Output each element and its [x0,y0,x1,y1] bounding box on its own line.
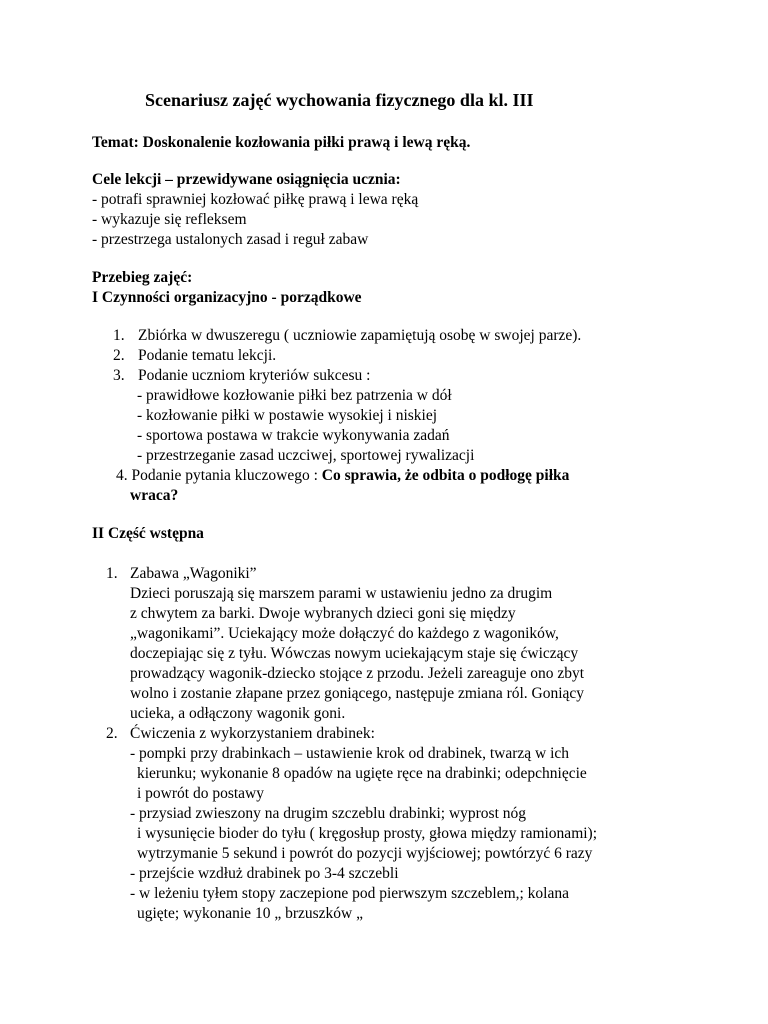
key-question-item [116,466,569,486]
game-line: prowadzący wagonik-dziecko stojące z przodu. Jeżeli zareaguje ono zbyt [130,665,585,682]
key-question-continuation: wraca? [130,487,179,504]
game-line: doczepiając się z tyłu. Wówczas nowym uciekającym staje się ćwiczący [130,645,579,662]
list-item: Zbiórka w dwuszeregu ( uczniowie zapamiętują osobę w swojej parze). [138,327,582,344]
goal-item: - potrafi sprawniej kozłować piłkę prawą i lewa ręką [92,191,419,208]
list-number: 2. [113,347,125,364]
game-line: z chwytem za barki. Dwoje wybranych dzieci goni się między [130,605,516,622]
ladder-line: - przysiad zwieszony na drugim szczeblu drabinki; wyprost nóg [130,805,527,822]
criterion-item: - prawidłowe kozłowanie piłki bez patrzenia w dół [137,387,452,404]
document-title: Scenariusz zajęć wychowania fizycznego dla kl. III [145,90,534,110]
lesson-topic: Temat: Doskonalenie kozłowania piłki prawą i lewą ręką. [92,134,471,151]
ladder-line: - w leżeniu tyłem stopy zaczepione pod pierwszym szczeblem,; kolana [130,885,570,902]
part2-heading: II Część wstępna [92,525,204,542]
list-number: 3. [113,367,125,384]
ladder-line: wytrzymanie 5 sekund i powrót do pozycji wyjściowej; powtórzyć 6 razy [137,845,593,862]
ladder-line: - przejście wzdłuż drabinek po 3-4 szczebli [130,865,399,882]
criterion-item: - sportowa postawa w trakcie wykonywania zadań [137,427,450,444]
criterion-item: - kozłowanie piłki w postawie wysokiej i niskiej [137,407,438,424]
key-question: Co sprawia, że odbita o podłogę piłka [321,467,570,484]
ladder-line: i powrót do postawy [137,785,265,802]
key-question-prefix: 4. Podanie pytania kluczowego : [116,467,322,484]
game-title: Zabawa „Wagoniki” [130,565,257,582]
goal-item: - wykazuje się refleksem [92,211,247,228]
ladder-line: kierunku; wykonanie 8 opadów na ugięte ręce na drabinki; odepchnięcie [137,765,587,782]
ladder-title: Ćwiczenia z wykorzystaniem drabinek: [130,725,375,742]
game-line: „wagonikami”. Uciekający może dołączyć do każdego z wagoników, [130,625,559,642]
course-heading: Przebieg zajęć: [92,269,193,286]
goal-item: - przestrzega ustalonych zasad i reguł zabaw [92,231,369,248]
criterion-item: - przestrzeganie zasad uczciwej, sportowej rywalizacji [137,447,475,464]
list-number: 1. [113,327,125,344]
ladder-line: - pompki przy drabinkach – ustawienie krok od drabinek, twarzą w ich [130,745,570,762]
list-number: 1. [106,565,118,582]
game-line: wolno i zostanie złapane przez goniącego, następuje zmiana ról. Goniący [130,685,585,702]
goals-heading: Cele lekcji – przewidywane osiągnięcia ucznia: [92,171,401,188]
list-number: 2. [106,725,118,742]
ladder-line: i wysunięcie bioder do tyłu ( kręgosłup prosty, głowa między ramionami); [137,825,598,842]
game-line: Dzieci poruszają się marszem parami w ustawieniu jedno za drugim [130,585,553,602]
game-line: ucieka, a odłączony wagonik goni. [130,705,346,722]
list-item: Podanie uczniom kryteriów sukcesu : [138,367,371,384]
list-item: Podanie tematu lekcji. [138,347,277,364]
ladder-line: ugięte; wykonanie 10 „ brzuszków „ [137,905,363,922]
part1-heading: I Czynności organizacyjno - porządkowe [92,289,362,306]
